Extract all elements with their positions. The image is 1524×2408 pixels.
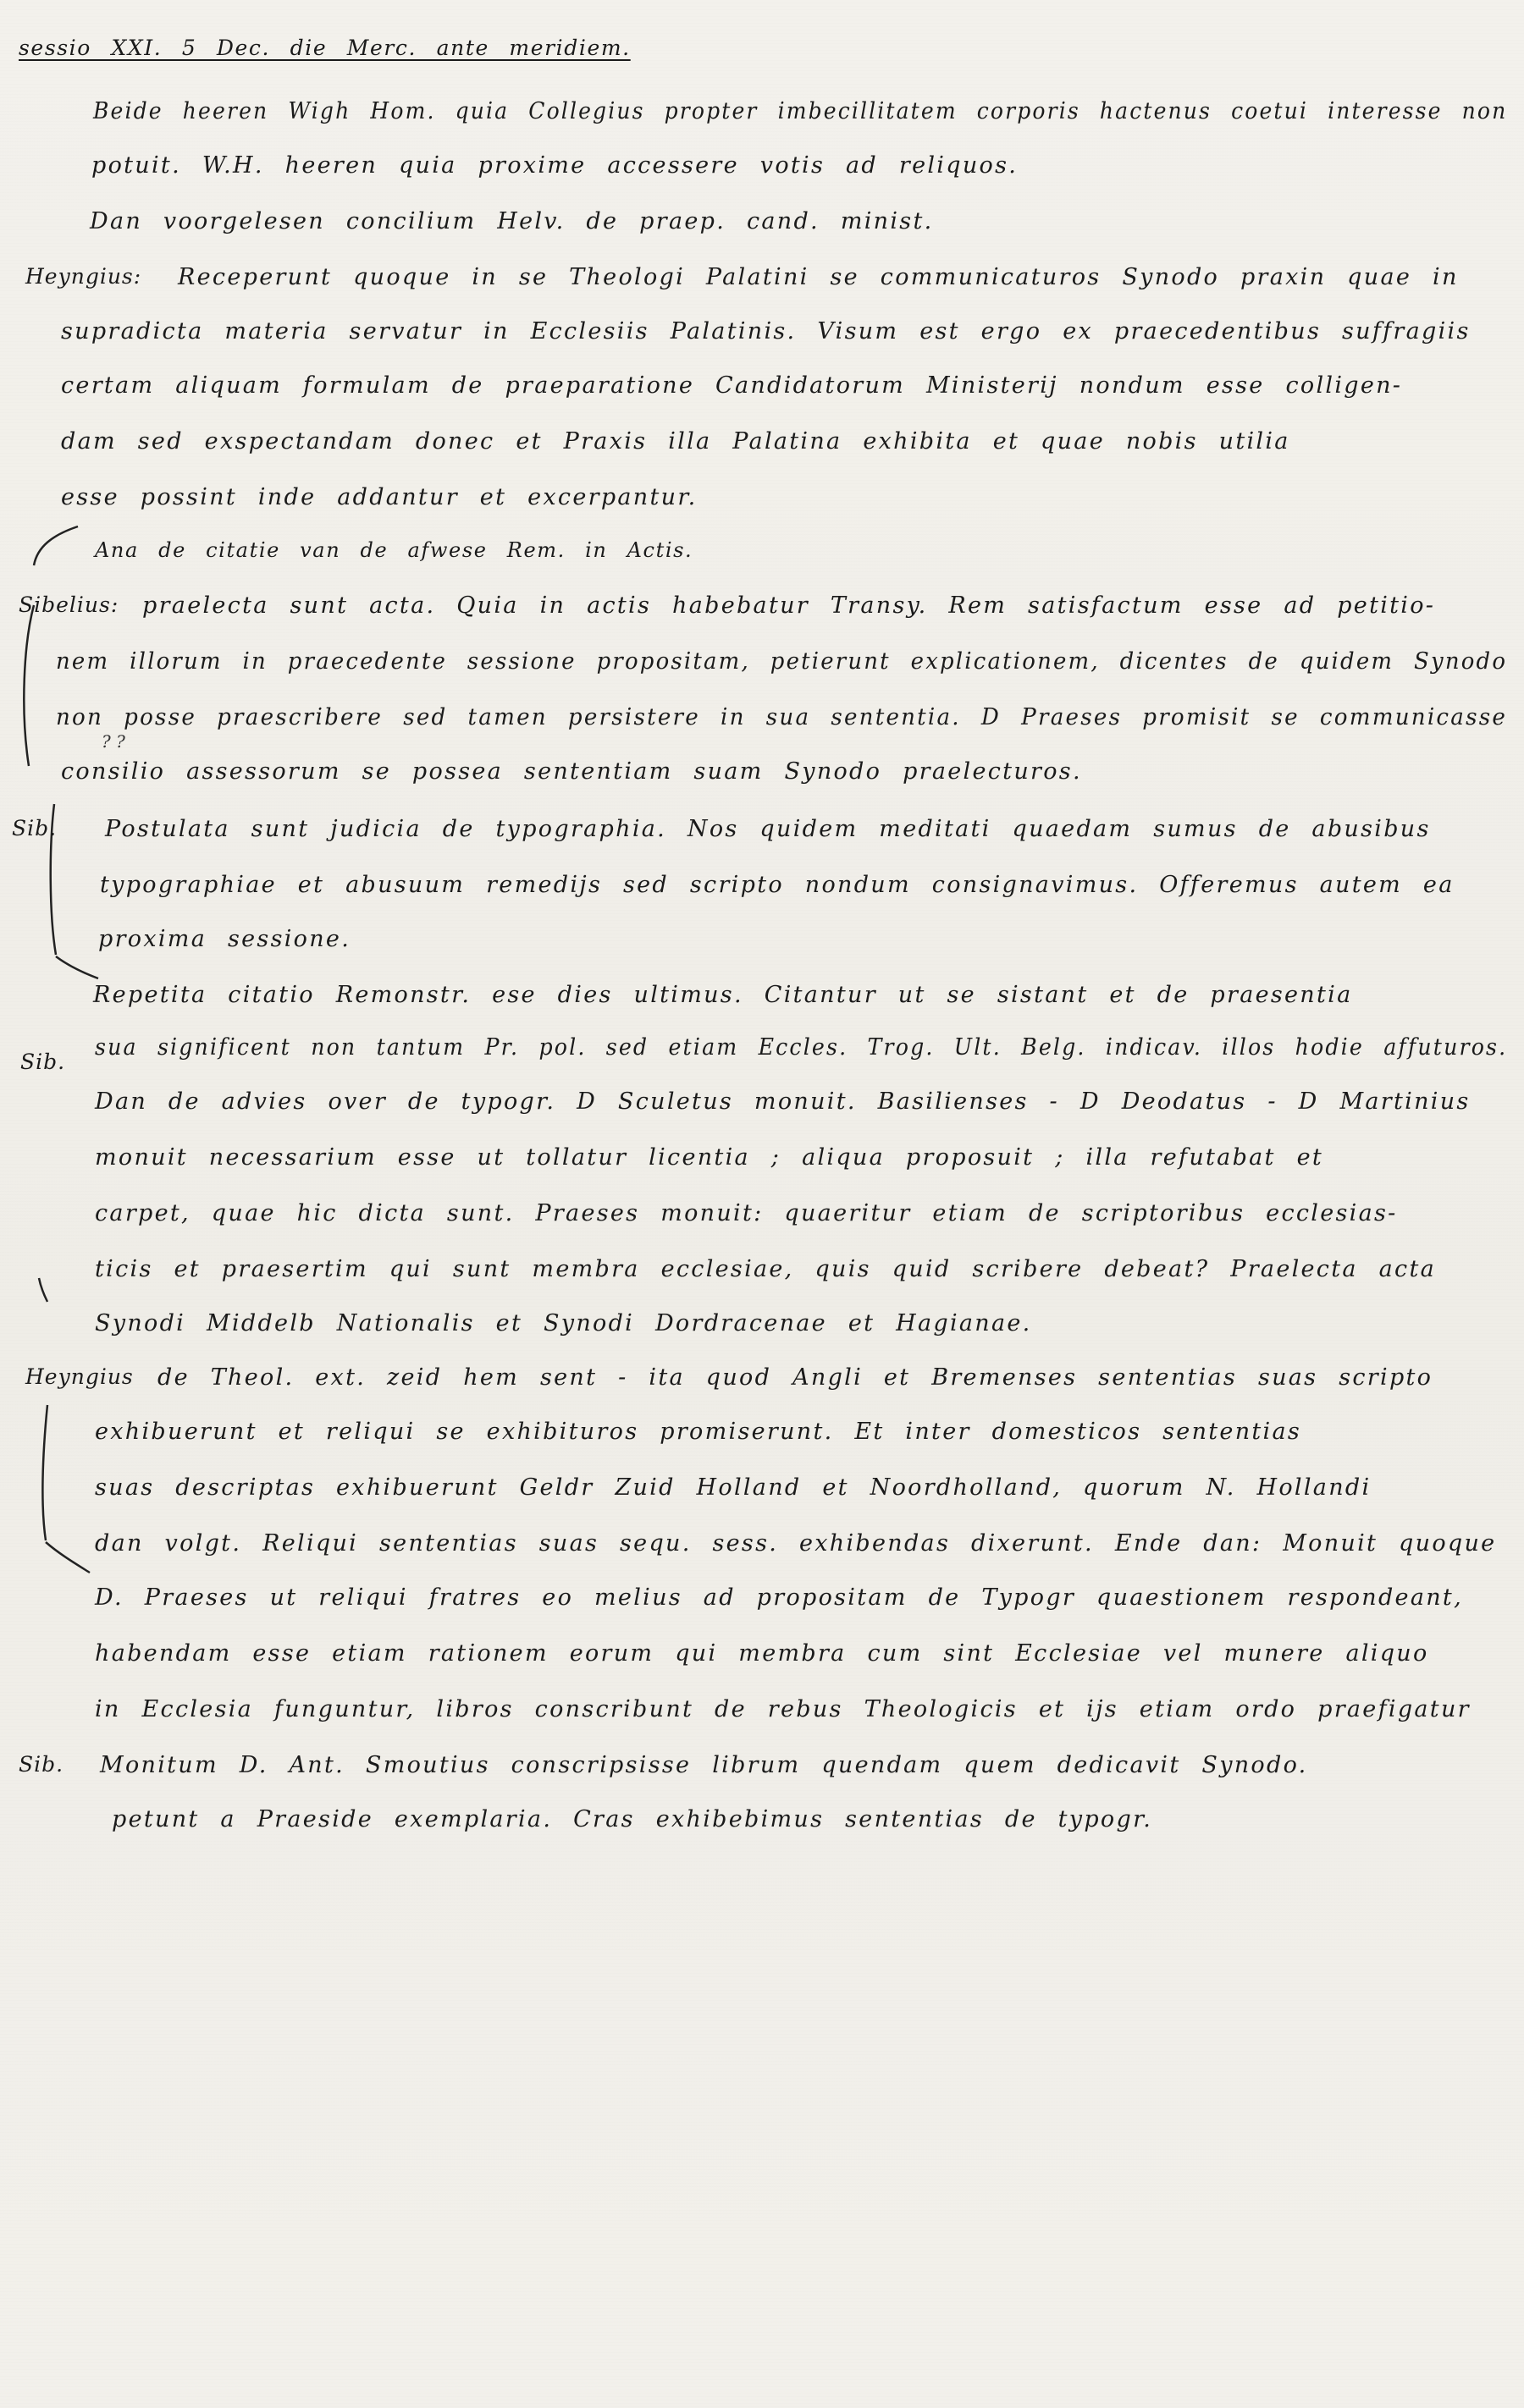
text-line: carpet, quae hic dicta sunt. Praeses monuit: quaeritur etiam de scriptoribus ecclesias- (95, 1200, 1398, 1226)
text-line: suas descriptas exhibuerunt Geldr Zuid Holland et Noordholland, quorum N. Hollandi (95, 1474, 1372, 1501)
text-line: exhibuerunt et reliqui se exhibituros promiserunt. Et inter domesticos sententias (95, 1419, 1302, 1445)
text-line: certam aliquam formulam de praeparatione Candidatorum Ministerij nondum esse colligen- (61, 372, 1403, 399)
speaker-label: Heyngius (25, 1364, 134, 1389)
text-line: Repetita citatio Remonstr. ese dies ultimus. Citantur ut se sistant et de praesentia (93, 982, 1353, 1008)
text-line: D. Praeses ut reliqui fratres eo melius ad propositam de Typogr quaestionem respondeant, (95, 1584, 1463, 1611)
text-line: potuit. W.H. heeren quia proxime accessere votis ad reliquos. (91, 152, 1019, 179)
text-line: Beide heeren Wigh Hom. quia Collegius propter imbecillitatem corporis hactenus coetui interesse non (93, 98, 1508, 124)
text-line: dam sed exspectandam donec et Praxis illa Palatina exhibita et quae nobis utilia (61, 428, 1290, 455)
session-header: sessio XXI. 5 Dec. die Merc. ante meridiem. (19, 36, 631, 60)
text-line: supradicta materia servatur in Ecclesiis Palatinis. Visum est ergo ex praecedentibus suffragiis (61, 318, 1471, 344)
text-line: Receperunt quoque in se Theologi Palatini se communicaturos Synodo praxin quae in (178, 264, 1459, 290)
marginal-question-marks: ? ? (102, 731, 125, 752)
speaker-label: Sibelius: (19, 592, 119, 617)
text-line: Postulata sunt judicia de typographia. Nos quidem meditati quaedam sumus de abusibus (105, 816, 1431, 842)
speaker-label: Sib. (19, 1752, 64, 1777)
text-line: typographiae et abusuum remedijs sed scripto nondum consignavimus. Offeremus autem ea (100, 872, 1455, 898)
text-line: Dan voorgelesen concilium Helv. de praep. cand. minist. (90, 208, 934, 234)
text-line: in Ecclesia funguntur, libros conscribunt de rebus Theologicis et ijs etiam ordo praefigatur (95, 1696, 1471, 1722)
text-line: praelecta sunt acta. Quia in actis habebatur Transy. Rem satisfactum esse ad petitio- (142, 592, 1436, 619)
text-line: habendam esse etiam rationem eorum qui membra cum sint Ecclesiae vel munere aliquo (95, 1640, 1429, 1667)
text-line: de Theol. ext. zeid hem sent - ita quod Angli et Bremenses sententias suas scripto (157, 1364, 1433, 1391)
speaker-label: Sib. (12, 816, 58, 840)
text-line: monuit necessarium esse ut tollatur licentia ; aliqua proposuit ; illa refutabat et (95, 1144, 1324, 1171)
text-line: petunt a Praeside exemplaria. Cras exhibebimus sententias de typogr. (112, 1806, 1153, 1832)
text-line: Dan de advies over de typogr. D Sculetus monuit. Basilienses - D Deodatus - D Martinius (95, 1088, 1471, 1115)
speaker-label: Sib. (20, 1050, 66, 1074)
text-line: Ana de citatie van de afwese Rem. in Actis. (95, 538, 693, 562)
text-line: non posse praescribere sed tamen persistere in sua sententia. D Praeses promisit se communicasse (56, 704, 1508, 730)
text-line: dan volgt. Reliqui sententias suas sequ. sess. exhibendas dixerunt. Ende dan: Monuit quoque (95, 1530, 1497, 1557)
text-line: Synodi Middelb Nationalis et Synodi Dordracenae et Hagianae. (95, 1310, 1032, 1336)
text-line: Monitum D. Ant. Smoutius conscripsisse librum quendam quem dedicavit Synodo. (100, 1752, 1308, 1778)
text-line: proxima sessione. (98, 926, 351, 952)
text-line: esse possint inde addantur et excerpantur. (61, 484, 698, 510)
text-line: sua significent non tantum Pr. pol. sed etiam Eccles. Trog. Ult. Belg. indicav. illos hodie affuturos. (95, 1034, 1508, 1061)
text-line: nem illorum in praecedente sessione propositam, petierunt explicationem, dicentes de quidem Synodo (56, 648, 1508, 675)
speaker-label: Heyngius: (25, 264, 142, 289)
text-line: ticis et praesertim qui sunt membra ecclesiae, quis quid scribere debeat? Praelecta acta (95, 1256, 1437, 1282)
text-line: consilio assessorum se possea sententiam suam Synodo praelecturos. (61, 758, 1082, 785)
